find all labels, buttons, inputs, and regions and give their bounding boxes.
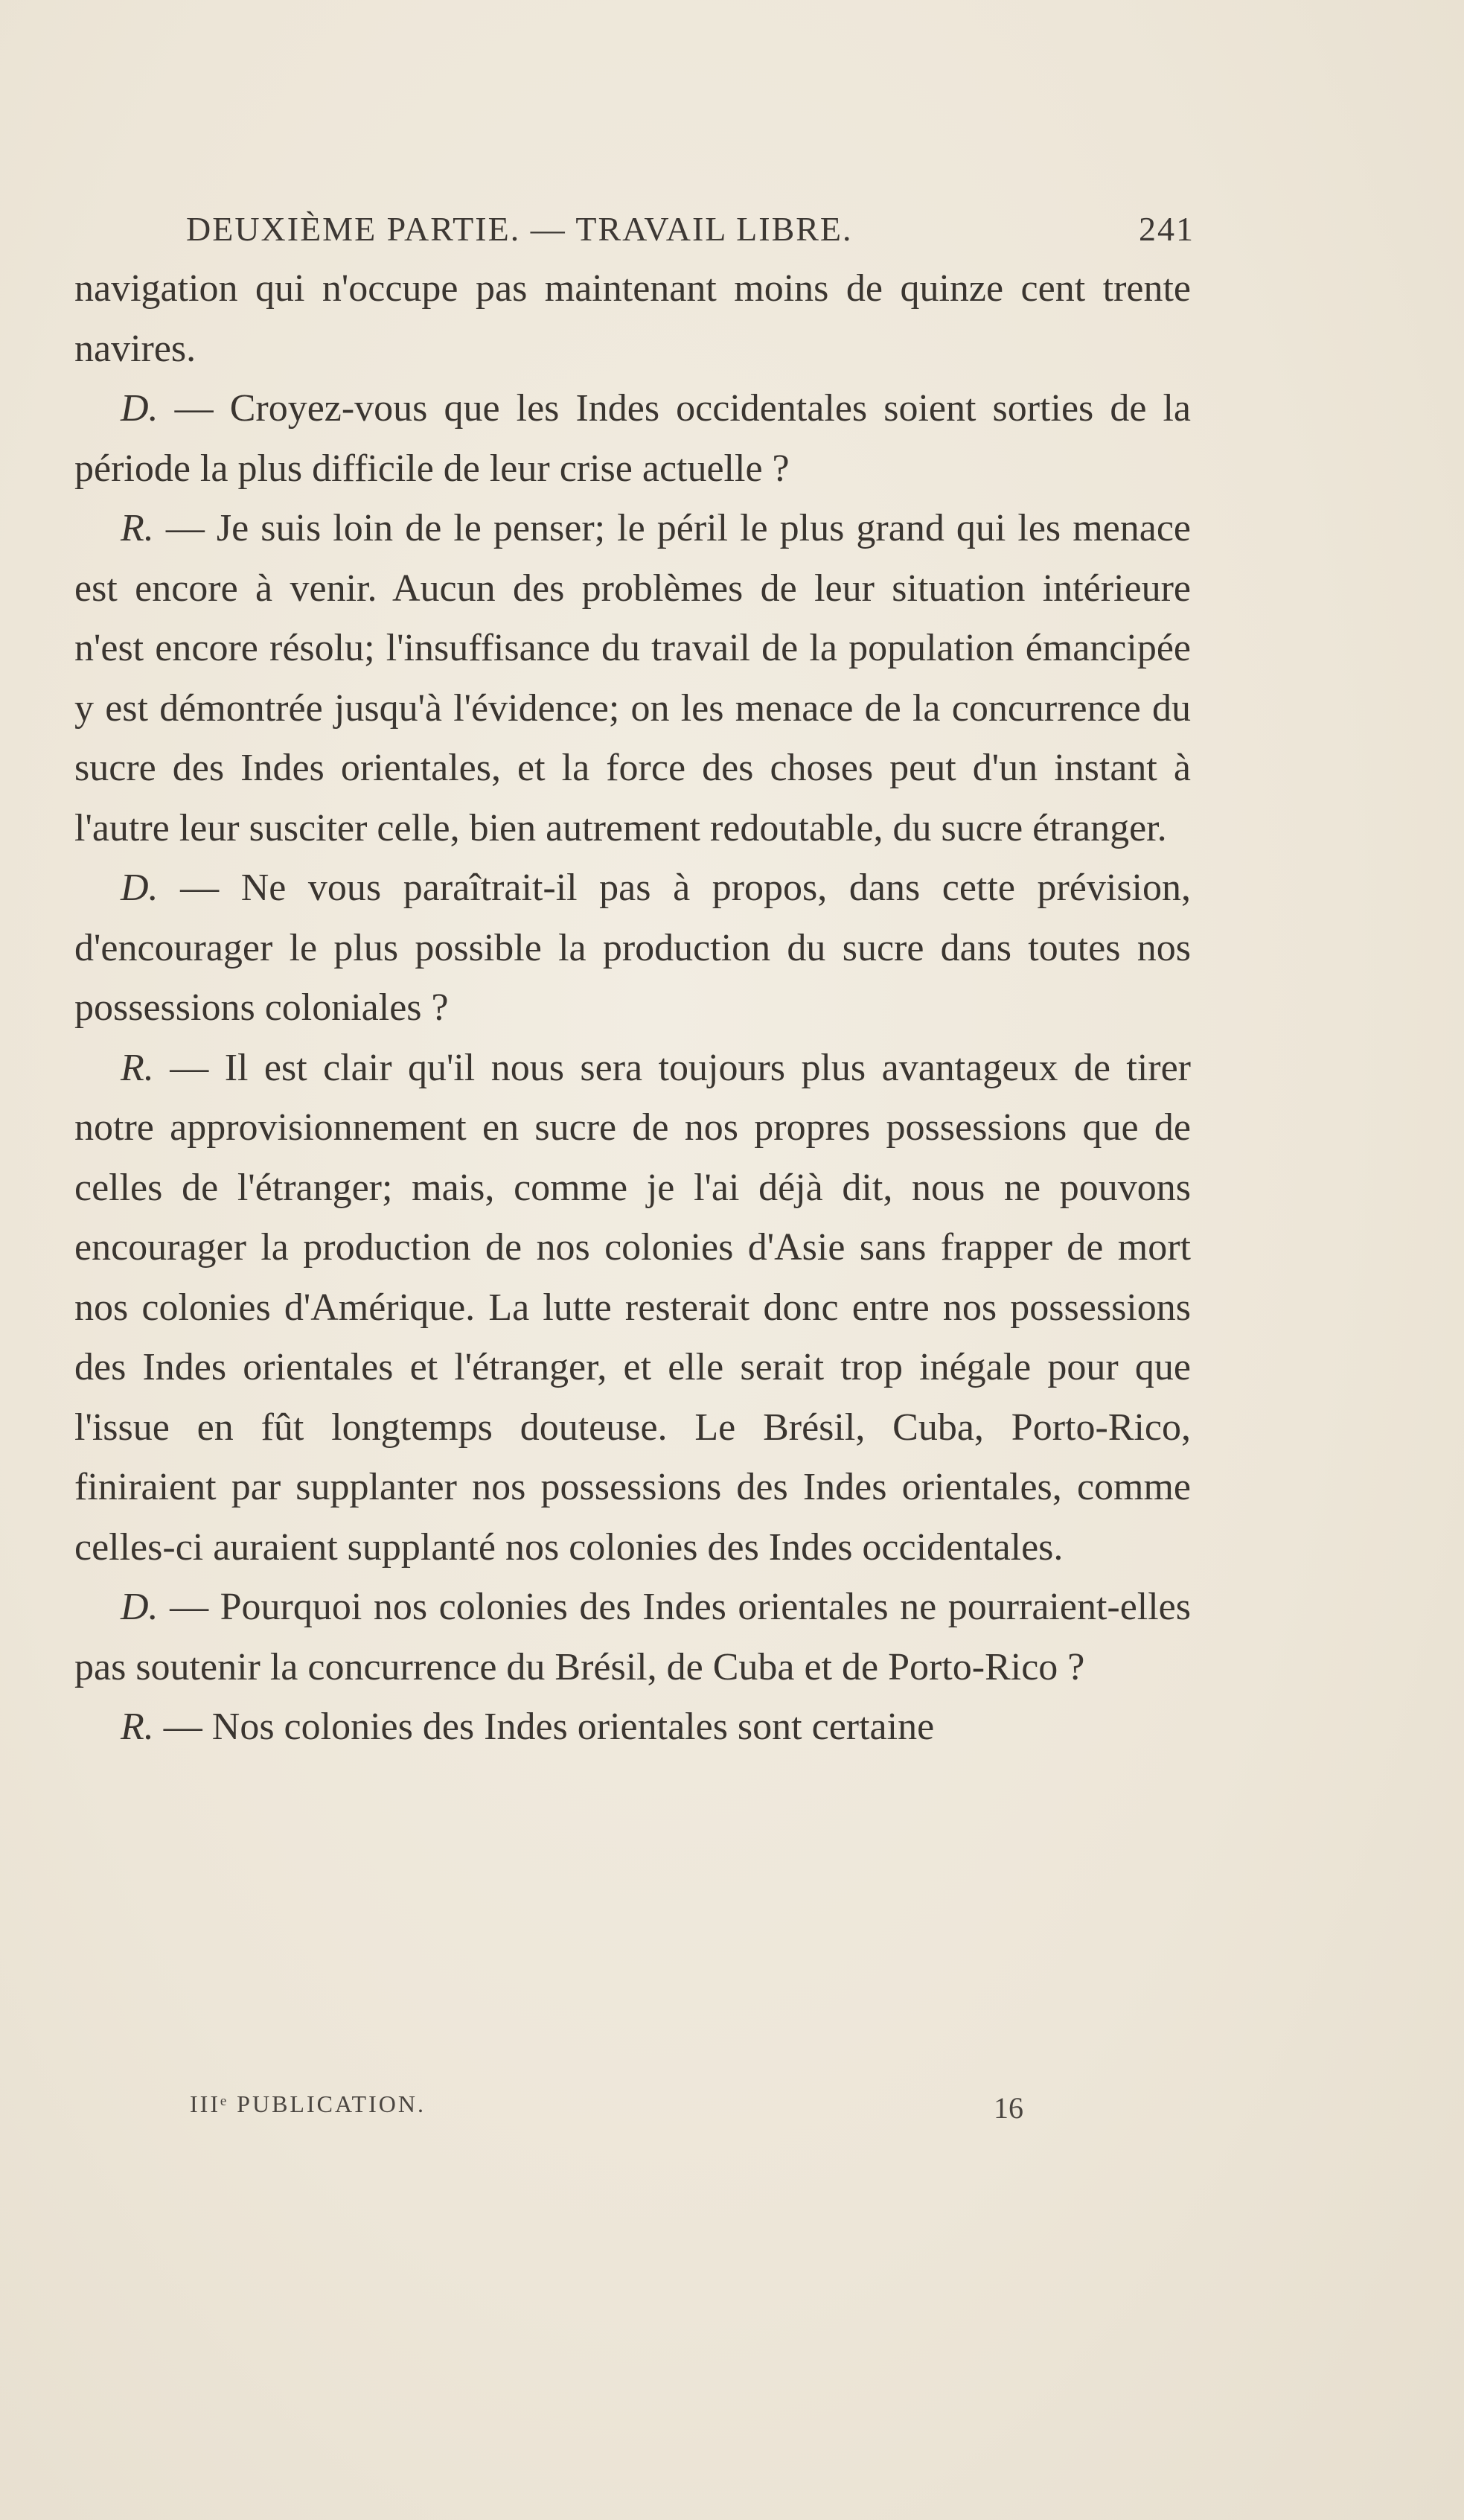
signature-mark: 16 <box>994 2091 1023 2125</box>
running-title: DEUXIÈME PARTIE. — TRAVAIL LIBRE. <box>186 210 853 248</box>
paragraph-text: — Ne vous paraîtrait-il pas à propos, dans cette prévision, d'encourager le plus possible la production du sucre dans toutes nos possessions coloniales ? <box>74 867 1191 1029</box>
paragraph-2 <box>74 499 1191 858</box>
paragraph-text: — Je suis loin de le penser; le péril le plus grand qui les menace est encore à venir. Aucun des problèmes de leur situation intérieure n'est encore résolu; l'insuffisance du travail de la population émancipée y est démontrée jusqu'à l'évidence; on les menace de la concurrence du sucre des Indes orientales, et la force des choses peut d'un instant à l'autre leur susciter celle, bien autrement redoutable, du sucre étranger. <box>74 507 1191 849</box>
running-head <box>186 200 1195 259</box>
paragraph-0 <box>74 259 1191 379</box>
text-block <box>74 200 1195 1758</box>
page-number: 241 <box>1139 210 1195 248</box>
paragraph-6 <box>74 1697 1191 1758</box>
body-text <box>74 259 1191 1758</box>
paragraph-5 <box>74 1578 1191 1697</box>
speaker-label: D. <box>121 387 159 430</box>
paragraph-text: — Nos colonies des Indes orientales sont certaine <box>153 1706 935 1748</box>
paragraph-text: — Pourquoi nos colonies des Indes orientales ne pourraient-elles pas soutenir la concurrence du Brésil, de Cuba et de Porto-Rico ? <box>74 1586 1191 1688</box>
speaker-label: R. <box>121 1706 154 1748</box>
speaker-label: R. <box>121 507 154 549</box>
speaker-label: D. <box>121 1586 159 1628</box>
page-footer <box>190 2090 1023 2125</box>
speaker-label: R. <box>121 1046 154 1089</box>
publication-mark: IIIᵉ PUBLICATION. <box>190 2090 426 2117</box>
paragraph-text: — Il est clair qu'il nous sera toujours plus avantageux de tirer notre approvisionnement en sucre de nos propres possessions que de celles de l'étranger; mais, comme je l'ai déjà dit, nous ne pouvons encourager la production de nos colonies d'Asie sans frapper de mort nos colonies d'Amérique. La lutte resterait donc entre nos possessions des Indes orientales et l'étranger, et elle serait trop inégale pour que l'issue en fût longtemps douteuse. Le Brésil, Cuba, Porto-Rico, finiraient par supplanter nos possessions des Indes orientales, comme celles-ci auraient supplanté nos colonies des Indes occidentales. <box>74 1046 1191 1569</box>
paragraph-3 <box>74 858 1191 1039</box>
paragraph-4 <box>74 1039 1191 1578</box>
speaker-label: D. <box>121 867 159 909</box>
paragraph-text: navigation qui n'occupe pas maintenant moins de quinze cent trente navires. <box>74 267 1191 370</box>
paragraph-1 <box>74 379 1191 499</box>
paragraph-text: — Croyez-vous que les Indes occidentales soient sorties de la période la plus difficile de leur crise actuelle ? <box>74 387 1191 490</box>
